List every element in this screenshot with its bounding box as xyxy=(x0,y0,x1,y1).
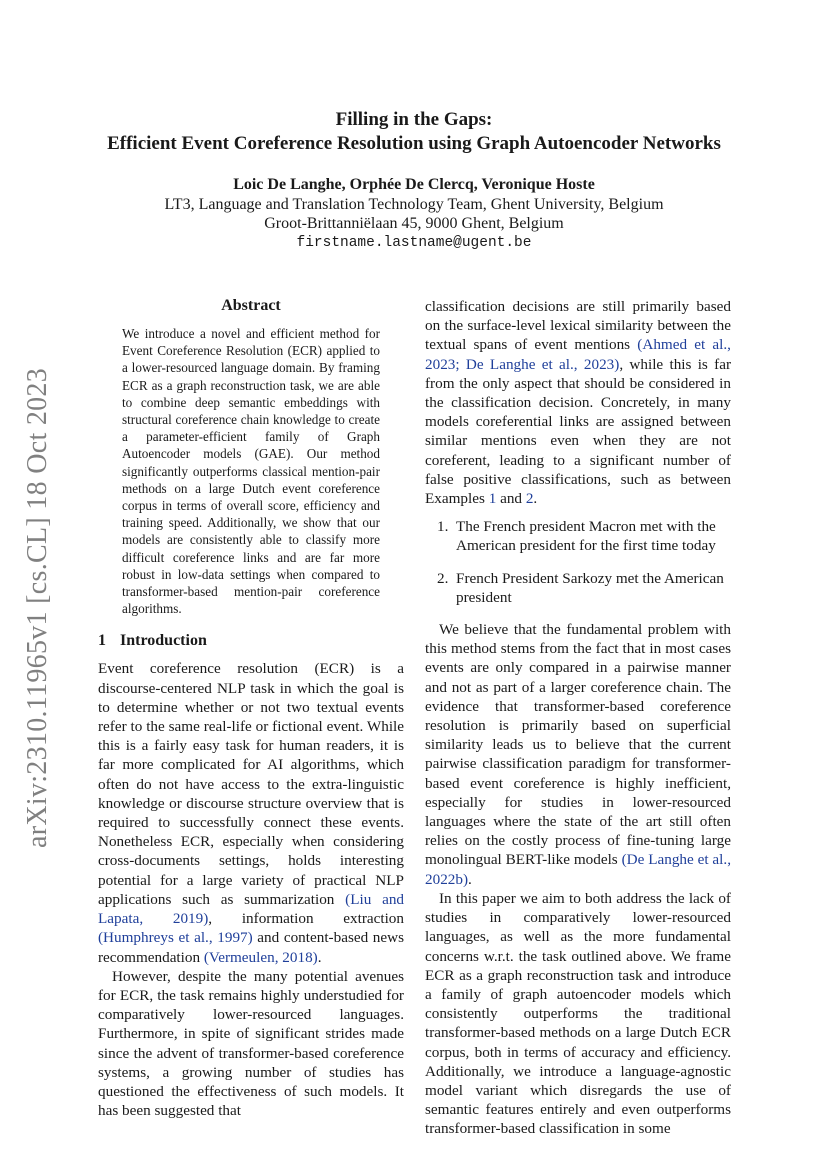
intro-paragraph-5: In this paper we aim to both address the lack of studies in comparatively lower-resourced languages, as well as the more fundamental concerns w.r.t. the task outlined above. We frame ECR as a graph reconstruction task and introduce a family of graph autoencoder models which consistently outperforms the traditional transformer-based methods on a large Dutch ECR corpus, both in terms of accuracy and efficiency. Additionally, we introduce a language-agnostic model variant which disregards the use of semantic features entirely and even outperforms transformer-based classification in some xyxy=(425,889,731,1138)
author-address: Groot-Brittanniëlaan 45, 9000 Ghent, Belgium xyxy=(264,215,564,232)
paragraph-text: , while this is far from the only aspect that should be considered in the classification decision. Concretely, in many models coreferential links are assigned between similar mentions even when they are not coreferent, leading to a significant number of false positive classifications, such as between Examples xyxy=(425,355,732,508)
example-list xyxy=(425,517,731,607)
paragraph-text: and xyxy=(496,490,526,508)
paper-title-line2: Efficient Event Coreference Resolution using Graph Autoencoder Networks xyxy=(107,133,721,154)
intro-paragraph-4 xyxy=(425,620,731,889)
author-names: Loic De Langhe, Orphée De Clercq, Veronique Hoste xyxy=(233,176,595,193)
list-item xyxy=(425,569,731,607)
citation-link[interactable]: (De Langhe et al., 2022b) xyxy=(425,851,731,888)
author-affiliation: LT3, Language and Translation Technology Team, Ghent University, Belgium xyxy=(164,195,664,213)
arxiv-id-text: arXiv:2310.11965v1 [cs.CL] 18 Oct 2023 xyxy=(22,367,54,849)
intro-paragraph-2: However, despite the many potential avenues for ECR, the task remains highly understudied for comparatively lower-resourced languages. Furthermore, in spite of significant strides made since the advent of transformer-based coreference systems, a growing number of studies has questioned the effectiveness of such models. It has been suggested that xyxy=(98,967,404,1120)
section-heading-introduction xyxy=(98,631,404,651)
example-ref-link[interactable]: 1 xyxy=(488,490,497,508)
intro-paragraph-1 xyxy=(98,659,404,966)
author-email: firstname.lastname@ugent.be xyxy=(296,234,532,251)
paper-title xyxy=(0,108,828,156)
abstract-heading: Abstract xyxy=(221,297,281,314)
citation-link[interactable]: (Vermeulen, 2018) xyxy=(203,948,318,966)
paragraph-text: . xyxy=(533,490,538,508)
example-number: 1. xyxy=(437,518,449,536)
example-number: 2. xyxy=(437,569,449,587)
paragraph-text: , information extraction xyxy=(208,910,404,928)
author-block xyxy=(0,175,828,253)
paragraph-text: classification decisions are still primarily based on the surface-level lexical similarity between the textual spans of event mentions xyxy=(425,298,731,354)
paragraph-text: Event coreference resolution (ECR) is a discourse-centered NLP task in which the goal is to determine whether or not two textual events refer to the same real-life or fictional event. While this is a fairly easy task for human readers, it is far more complicated for AI algorithms, which often do not have access to the extra-linguistic knowledge or discourse structure overview that is required to successfully connect these events. Nonetheless ECR, especially when considering cross-documents settings, holds interesting potential for a large variety of practical NLP applications such as summarization xyxy=(98,660,404,908)
example-text: The French president Macron met with the American president for the first time today xyxy=(456,518,716,555)
citation-link[interactable]: De Langhe et al., 2023) xyxy=(465,355,620,373)
example-ref-link[interactable]: 2 xyxy=(525,490,534,508)
list-item xyxy=(425,517,731,555)
paragraph-text: . xyxy=(468,870,472,888)
paragraph-text: We believe that the fundamental problem with this method stems from the fact that in most cases events are only compared in a pairwise manner and not as part of a larger coreference chain. The evidence that transformer-based coreference resolution is primarily based on superficial similarity leads us to believe that the current pairwise classification paradigm for transformer-based event coreference is highly inefficient, especially for studies in lower-resourced languages where the state of the art still often relies on the costly process of fine-tuning large monolingual BERT-like models xyxy=(425,621,731,869)
citation-link[interactable]: (Liu and Lapata, 2019) xyxy=(98,890,405,928)
abstract-text: We introduce a novel and efficient method for Event Coreference Resolution (ECR) applied to a lower-resourced language domain. By framing ECR as a graph reconstruction task, we are able to combine deep semantic embeddings with structural coreference chain knowledge to create a parameter-efficient family of Graph Autoencoder models (GAE). Our method significantly outperforms classical mention-pair methods on a large Dutch event coreference corpus in terms of overall score, efficiency and training speed. Additionally, we show that our models are consistently able to classify more difficult coreference links and are far more robust in low-data settings when compared to transformer-based mention-pair coreference algorithms. xyxy=(122,326,380,617)
arxiv-sidebar-stamp xyxy=(16,368,60,848)
paper-title-line1: Filling in the Gaps: xyxy=(335,109,493,130)
intro-paragraph-3 xyxy=(425,297,731,508)
section-number: 1 xyxy=(98,632,106,650)
paragraph-text: and content-based news recommendation xyxy=(98,929,405,966)
example-text: French President Sarkozy met the American president xyxy=(456,569,724,606)
paragraph-text: . xyxy=(317,948,322,966)
citation-link[interactable]: (Humphreys et al., 1997) xyxy=(98,929,253,947)
citation-link[interactable]: (Ahmed et al., 2023; xyxy=(425,336,731,373)
section-title: Introduction xyxy=(120,632,207,650)
right-column xyxy=(425,297,731,1139)
left-column xyxy=(98,296,404,1120)
